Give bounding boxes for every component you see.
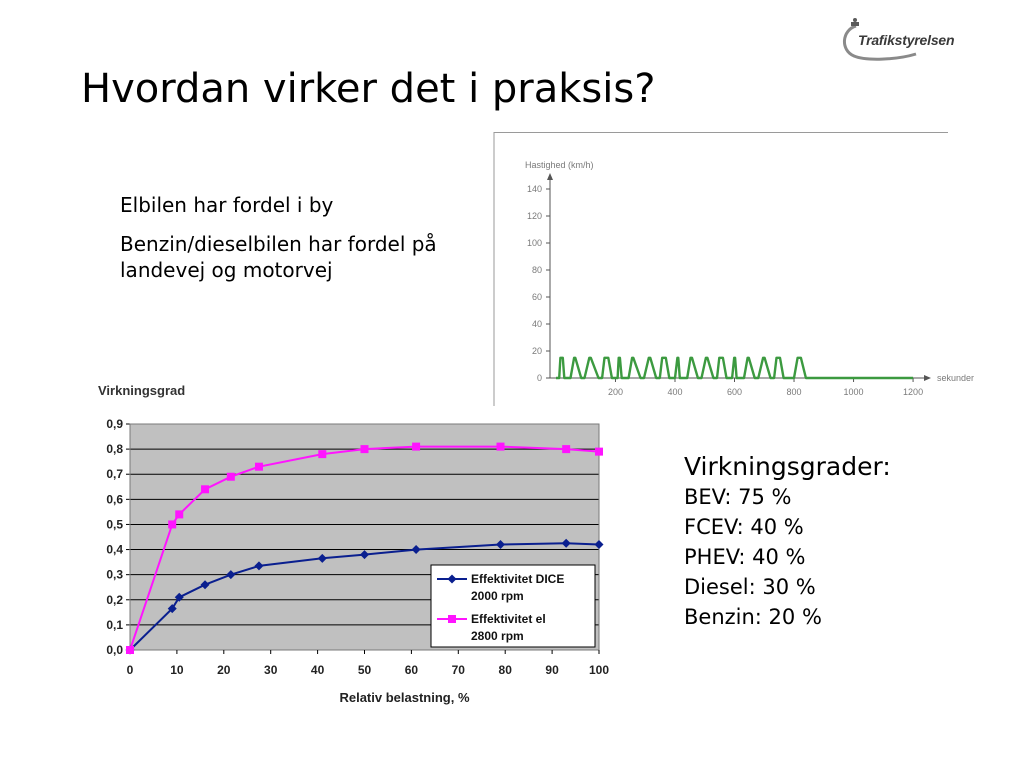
x-tick-label: 80 bbox=[498, 663, 512, 677]
x-tick-label: 100 bbox=[588, 663, 610, 677]
legend-label: Effektivitet DICE bbox=[471, 572, 565, 586]
y-tick-label: 0 bbox=[536, 373, 542, 383]
crown-icon bbox=[851, 18, 859, 26]
x-axis-arrow-icon bbox=[924, 375, 931, 381]
x-axis-label: Relativ belastning, % bbox=[339, 690, 470, 705]
legend bbox=[431, 565, 595, 647]
x-tick-label: 800 bbox=[786, 387, 802, 397]
rate-phev: PHEV: 40 % bbox=[684, 545, 806, 569]
legend-label: 2800 rpm bbox=[471, 629, 524, 643]
y-tick-label: 140 bbox=[526, 184, 542, 194]
y-tick-label: 60 bbox=[531, 292, 542, 302]
rate-benzin: Benzin: 20 % bbox=[684, 605, 822, 629]
y-tick-label: 80 bbox=[531, 265, 542, 275]
page-title: Hvordan virker det i praksis? bbox=[81, 66, 656, 112]
legend-marker bbox=[448, 615, 456, 623]
x-axis-label: sekunder bbox=[937, 373, 975, 383]
data-point bbox=[227, 473, 235, 481]
data-point bbox=[497, 443, 505, 451]
bullet-city: Elbilen har fordel i by bbox=[120, 193, 334, 217]
data-point bbox=[318, 450, 326, 458]
x-tick-label: 1200 bbox=[903, 387, 924, 397]
y-tick-label: 0,8 bbox=[106, 442, 123, 457]
x-tick-label: 600 bbox=[726, 387, 743, 397]
x-tick-label: 30 bbox=[264, 663, 278, 677]
speed-series-line bbox=[556, 358, 913, 378]
y-tick-label: 0,6 bbox=[106, 492, 123, 507]
data-point bbox=[595, 448, 603, 456]
y-tick-label: 0,3 bbox=[106, 567, 123, 582]
y-tick-label: 0,5 bbox=[106, 517, 123, 532]
rate-bev: BEV: 75 % bbox=[684, 485, 792, 509]
data-point bbox=[126, 646, 134, 654]
x-tick-label: 60 bbox=[404, 663, 419, 677]
data-point bbox=[255, 463, 263, 471]
x-tick-label: 200 bbox=[607, 387, 623, 397]
x-tick-label: 50 bbox=[357, 663, 372, 677]
logo-text: Trafikstyrelsen bbox=[858, 32, 955, 48]
speed-profile-chart bbox=[494, 132, 975, 406]
data-point bbox=[168, 520, 176, 528]
x-tick-label: 90 bbox=[545, 663, 559, 677]
rate-fcev: FCEV: 40 % bbox=[684, 515, 804, 539]
y-tick-label: 120 bbox=[526, 211, 542, 221]
efficiency-rates bbox=[684, 452, 891, 632]
y-tick-label: 0,0 bbox=[106, 643, 123, 657]
bullet-highway: Benzin/dieselbilen har fordel på landevej og motorvej bbox=[120, 232, 437, 282]
y-axis-arrow-icon bbox=[547, 173, 553, 180]
y-tick-label: 0,9 bbox=[106, 417, 123, 431]
data-point bbox=[412, 443, 420, 451]
x-tick-label: 1000 bbox=[843, 387, 864, 397]
data-point bbox=[361, 445, 369, 453]
y-tick-label: 20 bbox=[531, 346, 542, 356]
legend-label: Effektivitet el bbox=[471, 612, 546, 626]
rates-heading: Virkningsgrader: bbox=[684, 452, 891, 481]
efficiency-chart bbox=[90, 378, 620, 710]
x-tick-label: 70 bbox=[451, 663, 465, 677]
x-tick-label: 20 bbox=[217, 663, 231, 677]
x-tick-label: 10 bbox=[170, 663, 184, 677]
data-point bbox=[175, 510, 183, 518]
data-point bbox=[201, 485, 209, 493]
x-tick-label: 0 bbox=[126, 663, 134, 677]
y-tick-label: 0,4 bbox=[106, 542, 123, 557]
x-tick-label: 400 bbox=[667, 387, 683, 397]
y-tick-label: 100 bbox=[526, 238, 542, 248]
legend-label: 2000 rpm bbox=[471, 589, 524, 603]
chart-title: Virkningsgrad bbox=[98, 383, 186, 398]
data-point bbox=[562, 445, 570, 453]
x-tick-label: 40 bbox=[310, 663, 325, 677]
y-tick-label: 0,2 bbox=[106, 592, 123, 607]
y-axis-label: Hastighed (km/h) bbox=[525, 160, 594, 170]
rate-diesel: Diesel: 30 % bbox=[684, 575, 816, 599]
y-tick-label: 0,1 bbox=[106, 617, 123, 632]
y-tick-label: 0,7 bbox=[106, 467, 123, 482]
y-tick-label: 40 bbox=[531, 319, 542, 329]
